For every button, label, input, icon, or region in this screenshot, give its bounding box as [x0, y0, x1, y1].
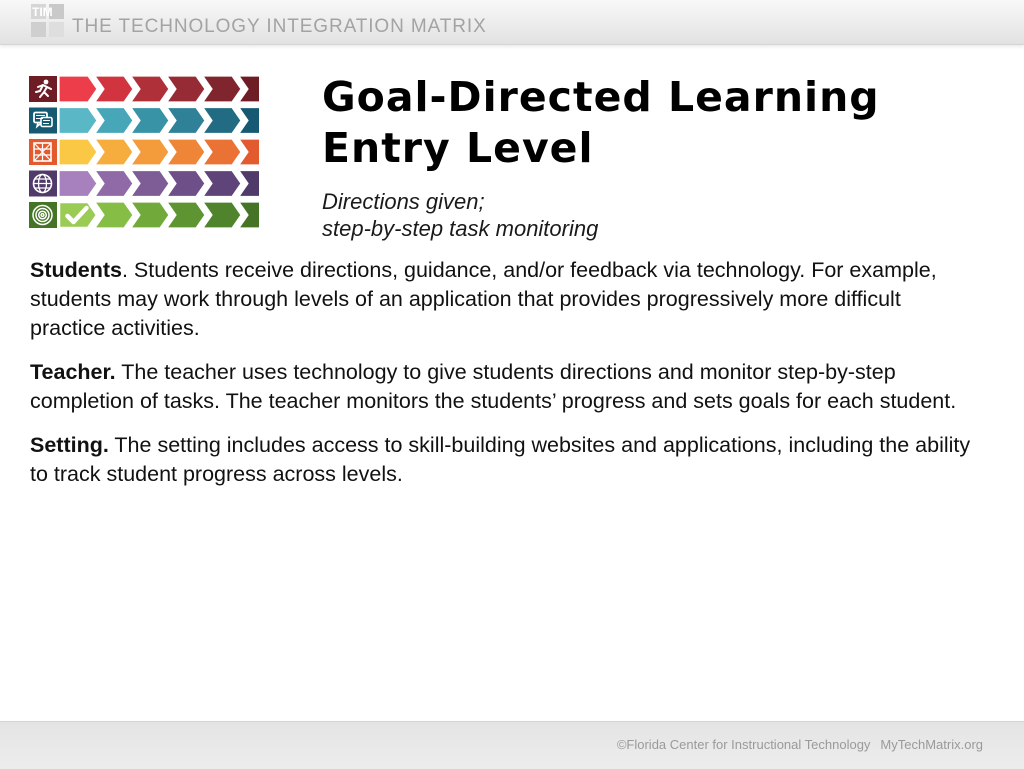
tim-logo	[30, 3, 66, 39]
subtitle	[322, 188, 982, 242]
matrix-cell	[131, 76, 169, 102]
matrix-cell	[203, 202, 241, 228]
subtitle-line-1: Directions given;	[322, 189, 485, 214]
page-title-line-1: Goal-Directed Learning	[322, 73, 880, 121]
matrix-cell	[59, 139, 97, 165]
footer-site-link[interactable]: MyTechMatrix.org	[880, 737, 983, 752]
matrix-row-active	[29, 76, 259, 102]
header-bar	[0, 0, 1024, 45]
matrix-cell	[239, 171, 259, 197]
header-title: THE TECHNOLOGY INTEGRATION MATRIX	[72, 16, 487, 37]
matrix-cell	[167, 108, 205, 134]
matrix-row-constructive	[29, 139, 259, 165]
matrix-cell	[203, 108, 241, 134]
matrix-row-collaborative	[29, 108, 259, 134]
matrix-cell	[167, 76, 205, 102]
matrix-cell	[95, 171, 133, 197]
matrix-row-goal-directed	[29, 202, 259, 228]
footer-bar	[0, 721, 1024, 769]
matrix-row-authentic	[29, 171, 259, 197]
matrix-cell	[95, 139, 133, 165]
matrix-cell	[203, 171, 241, 197]
matrix-cell	[239, 139, 259, 165]
subtitle-line-2: step-by-step task monitoring	[322, 216, 599, 241]
matrix-cell	[59, 108, 97, 134]
matrix-cell	[239, 202, 259, 228]
teacher-text: The teacher uses technology to give students directions and monitor step-by-step completion of tasks. The teacher monitors the students’ progress and sets goals for each student.	[30, 360, 957, 413]
setting-paragraph	[30, 431, 980, 489]
footer-copyright: ©Florida Center for Instructional Technology	[616, 737, 871, 752]
students-text: . Students receive directions, guidance, and/or feedback via technology. For example, students may work through levels of an application that provides progressively more difficult practice activities.	[30, 258, 937, 340]
matrix-cell	[95, 108, 133, 134]
matrix-cell	[59, 171, 97, 197]
matrix-cell	[239, 108, 259, 134]
teacher-label: Teacher.	[30, 360, 116, 384]
matrix-cell	[203, 76, 241, 102]
tim-matrix-graphic	[29, 76, 259, 230]
matrix-cell	[203, 139, 241, 165]
matrix-cell	[59, 76, 97, 102]
matrix-cell	[239, 76, 259, 102]
matrix-cell	[95, 202, 133, 228]
matrix-cell	[131, 171, 169, 197]
matrix-cell	[167, 139, 205, 165]
matrix-cell	[131, 202, 169, 228]
setting-text: The setting includes access to skill-building websites and applications, including the ability to track student progress across levels.	[30, 433, 971, 486]
page-title-line-2: Entry Level	[322, 124, 594, 172]
svg-text:TIM: TIM	[32, 5, 53, 19]
setting-label: Setting.	[30, 433, 109, 457]
title-block	[322, 72, 982, 242]
students-label: Students	[30, 258, 122, 282]
teacher-paragraph	[30, 358, 980, 416]
footer-text	[617, 737, 983, 752]
matrix-cell	[131, 139, 169, 165]
matrix-cell	[167, 202, 205, 228]
students-paragraph	[30, 256, 980, 343]
description-content	[30, 256, 980, 504]
matrix-cell	[167, 171, 205, 197]
matrix-cell	[95, 76, 133, 102]
matrix-cell	[131, 108, 169, 134]
